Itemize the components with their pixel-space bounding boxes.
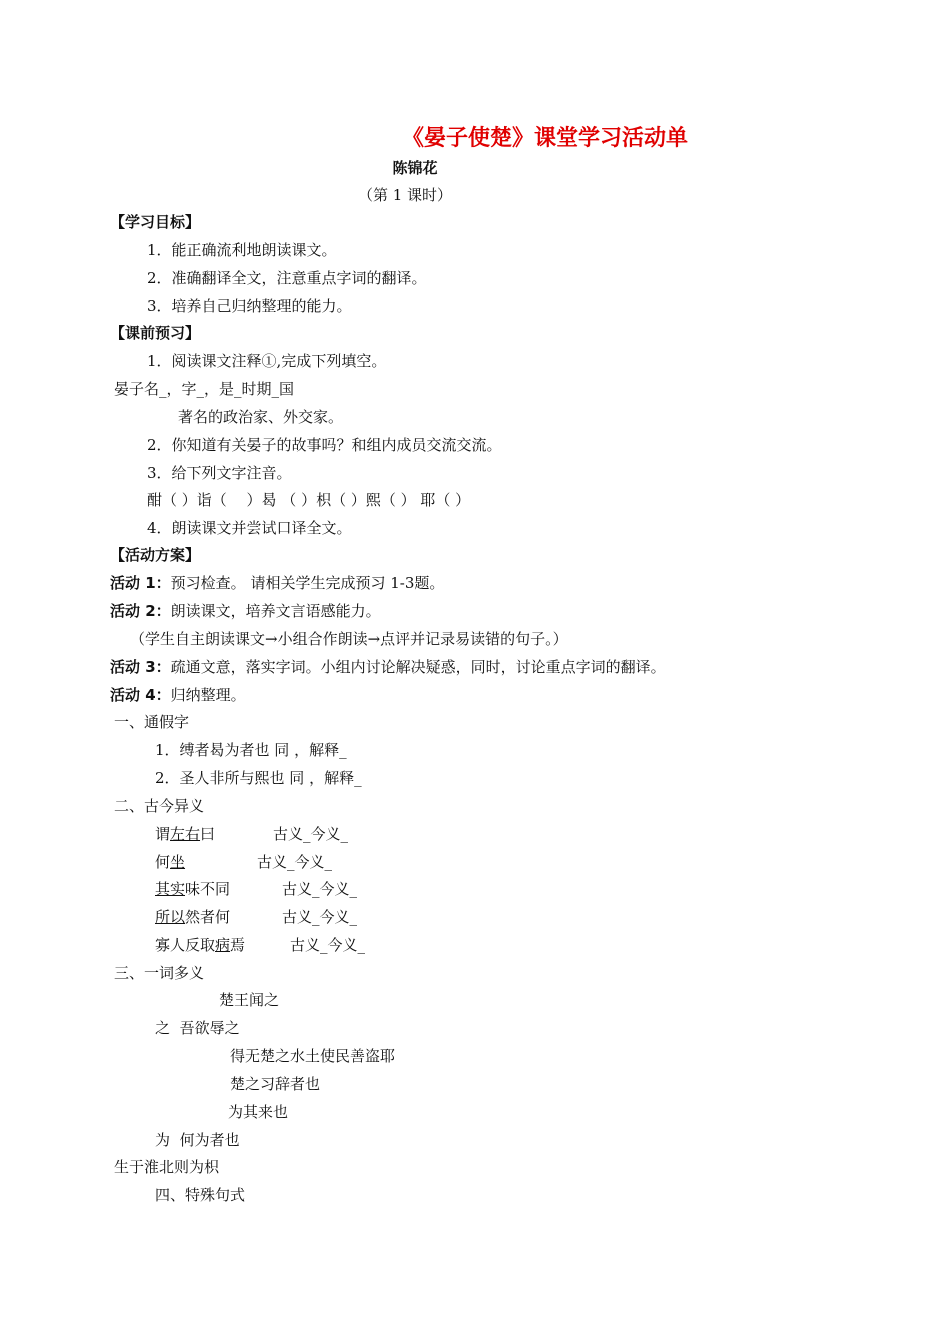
phrase-post: 然者何 <box>185 908 231 926</box>
phrase-post: 曰 <box>200 825 216 843</box>
goal-item: 1．能正确流利地朗读课文。 <box>147 241 337 259</box>
phrase-pre: 寡人反取 <box>155 936 216 954</box>
section-2-gloss: 古义_今义_ <box>290 936 366 954</box>
zhi-row <box>155 1018 240 1038</box>
section-2-gloss: 古义_今义_ <box>282 880 358 898</box>
phrase-underlined: 坐 <box>170 853 186 871</box>
author-name: 陈锦花 <box>392 159 438 177</box>
preview-q4: 4．朗读课文并尝试口译全文。 <box>147 519 352 537</box>
activity-3-text: 疏通文意，落实字词。小组内讨论解决疑惑，同时，讨论重点字词的翻译。 <box>170 658 666 676</box>
activity-4 <box>110 685 246 705</box>
zhi-example: 吾欲辱之 <box>179 1019 240 1037</box>
section-2-heading: 二、古今异义 <box>114 797 205 815</box>
section-3-heading: 三、一词多义 <box>114 964 205 982</box>
wei-label: 为 <box>155 1131 171 1149</box>
zhi-example: 楚之习辞者也 <box>230 1075 321 1093</box>
section-4-heading: 四、特殊句式 <box>155 1186 246 1204</box>
section-1-heading: 一、通假字 <box>114 713 190 731</box>
lesson-number: （第 1 课时） <box>357 186 453 204</box>
goal-item: 3．培养自己归纳整理的能力。 <box>147 297 352 315</box>
section-2-gloss: 古义_今义_ <box>282 908 358 926</box>
phrase-underlined: 所以 <box>155 908 186 926</box>
section-2-row <box>155 852 185 872</box>
section-2-gloss: 古义_今义_ <box>257 853 333 871</box>
preview-q1: 1．阅读课文注释①,完成下列填空。 <box>147 352 387 370</box>
activity-4-text: 归纳整理。 <box>170 686 246 704</box>
phrase-post: 焉 <box>230 936 246 954</box>
activity-4-label: 活动 4： <box>110 686 171 704</box>
phrase-underlined: 其实 <box>155 880 186 898</box>
phrase-underlined: 左右 <box>170 825 201 843</box>
section-1-item: 2．圣人非所与熙也 同 ，解释_ <box>155 769 362 787</box>
zhi-example: 得无楚之水土使民善盗耶 <box>230 1047 396 1065</box>
activity-2-note: （学生自主朗读课文→小组合作朗读→点评并记录易读错的句子。） <box>130 630 568 648</box>
activity-1-label: 活动 1： <box>110 574 171 592</box>
goal-item: 2．准确翻译全文，注意重点字词的翻译。 <box>147 269 427 287</box>
section-2-row <box>155 935 245 955</box>
activity-1-text: 预习检查。 请相关学生完成预习 1-3题。 <box>170 574 445 592</box>
activity-1 <box>110 573 444 593</box>
preview-heading: 【课前预习】 <box>110 324 201 342</box>
wei-example: 为其来也 <box>228 1103 289 1121</box>
phrase-post: 味不同 <box>185 880 231 898</box>
page-title: 《晏子使楚》课堂学习活动单 <box>401 126 688 151</box>
section-2-gloss: 古义_今义_ <box>273 825 349 843</box>
phrase-underlined: 病 <box>215 936 231 954</box>
section-2-row <box>155 879 230 899</box>
activity-3-label: 活动 3： <box>110 658 171 676</box>
zhi-example: 楚王闻之 <box>219 991 280 1009</box>
activity-2-text: 朗读课文，培养文言语感能力。 <box>170 602 381 620</box>
preview-q3-chars: 酣（ ）诣（ ）曷 （ ）枳（ ）熙（ ） 耶（ ） <box>147 491 471 509</box>
preview-q2: 2．你知道有关晏子的故事吗？和组内成员交流交流。 <box>147 436 502 454</box>
phrase-pre: 谓 <box>155 825 171 843</box>
section-1-item: 1．缚者曷为者也 同 ，解释_ <box>155 741 347 759</box>
zhi-label: 之 <box>155 1019 171 1037</box>
section-2-row <box>155 824 215 844</box>
preview-q1-blanks: 晏子名_，字_，是_时期_国 <box>114 380 295 398</box>
section-2-row <box>155 907 230 927</box>
phrase-pre: 何 <box>155 853 171 871</box>
wei-row <box>155 1130 240 1150</box>
plan-heading: 【活动方案】 <box>110 546 201 564</box>
activity-3 <box>110 657 666 677</box>
wei-example: 何为者也 <box>179 1131 240 1149</box>
preview-q3: 3．给下列文字注音。 <box>147 464 292 482</box>
activity-2-label: 活动 2： <box>110 602 171 620</box>
extra-example: 生于淮北则为枳 <box>114 1158 220 1176</box>
activity-2 <box>110 601 381 621</box>
preview-q1-cont: 著名的政治家、外交家。 <box>178 408 344 426</box>
goals-heading: 【学习目标】 <box>110 213 201 231</box>
